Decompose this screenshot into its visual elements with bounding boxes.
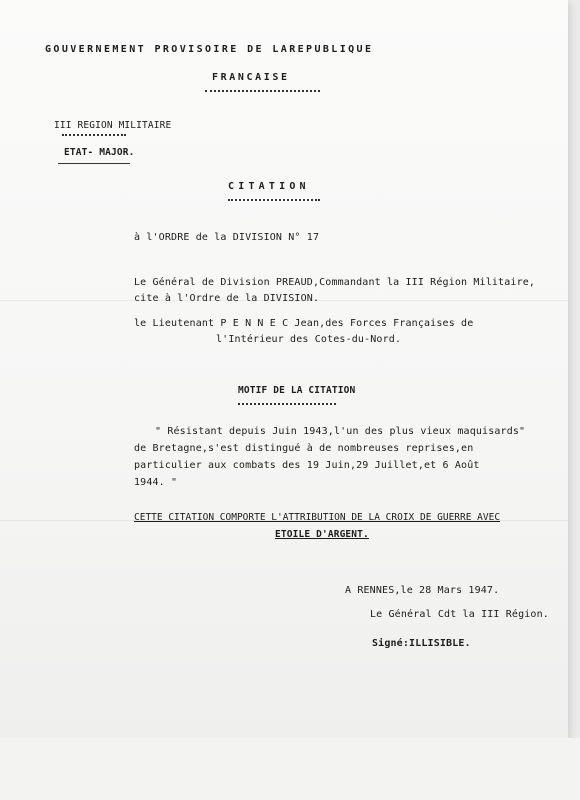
motif-underline bbox=[238, 403, 336, 405]
region-name: III REGION MILITAIRE bbox=[54, 120, 172, 131]
header-underline bbox=[205, 90, 320, 92]
header-line-1: GOUVERNEMENT PROVISOIRE DE LAREPUBLIQUE bbox=[45, 44, 374, 55]
citing-line-2: cite à l'Ordre de la DIVISION. bbox=[134, 293, 320, 304]
staff-label: ETAT- MAJOR. bbox=[64, 147, 135, 158]
region-underline bbox=[62, 134, 126, 136]
award-line-1: CETTE CITATION COMPORTE L'ATTRIBUTION DE LA CROIX DE GUERRE AVEC bbox=[134, 512, 501, 523]
motif-heading: MOTIF DE LA CITATION bbox=[238, 385, 356, 396]
motif-line-2: de Bretagne,s'est distingué à de nombreuses reprises,en bbox=[134, 443, 474, 454]
background-surface bbox=[0, 738, 580, 800]
recipient-line-1: le Lieutenant P E N N E C Jean,des Forces Françaises de bbox=[134, 318, 474, 329]
signature-place-date: A RENNES,le 28 Mars 1947. bbox=[345, 585, 500, 596]
signature-role: Le Général Cdt la III Région. bbox=[370, 609, 549, 620]
staff-underline bbox=[58, 163, 130, 164]
document-title: CITATION bbox=[228, 181, 310, 192]
motif-line-4: 1944. " bbox=[134, 477, 178, 488]
recipient-line-2: l'Intérieur des Cotes-du-Nord. bbox=[216, 334, 402, 345]
motif-line-1: " Résistant depuis Juin 1943,l'un des plus vieux maquisards" bbox=[155, 426, 526, 437]
header-line-2: FRANCAISE bbox=[212, 72, 290, 83]
order-line: à l'ORDRE de la DIVISION N° 17 bbox=[134, 232, 320, 243]
motif-line-3: particulier aux combats des 19 Juin,29 Juillet,et 6 Août bbox=[134, 460, 480, 471]
citing-line-1: Le Général de Division PREAUD,Commandant la III Région Militaire, bbox=[134, 277, 536, 288]
signature-signed: Signé:ILLISIBLE. bbox=[372, 638, 471, 649]
award-line-2: ETOILE D'ARGENT. bbox=[275, 529, 369, 540]
title-underline bbox=[228, 199, 320, 201]
